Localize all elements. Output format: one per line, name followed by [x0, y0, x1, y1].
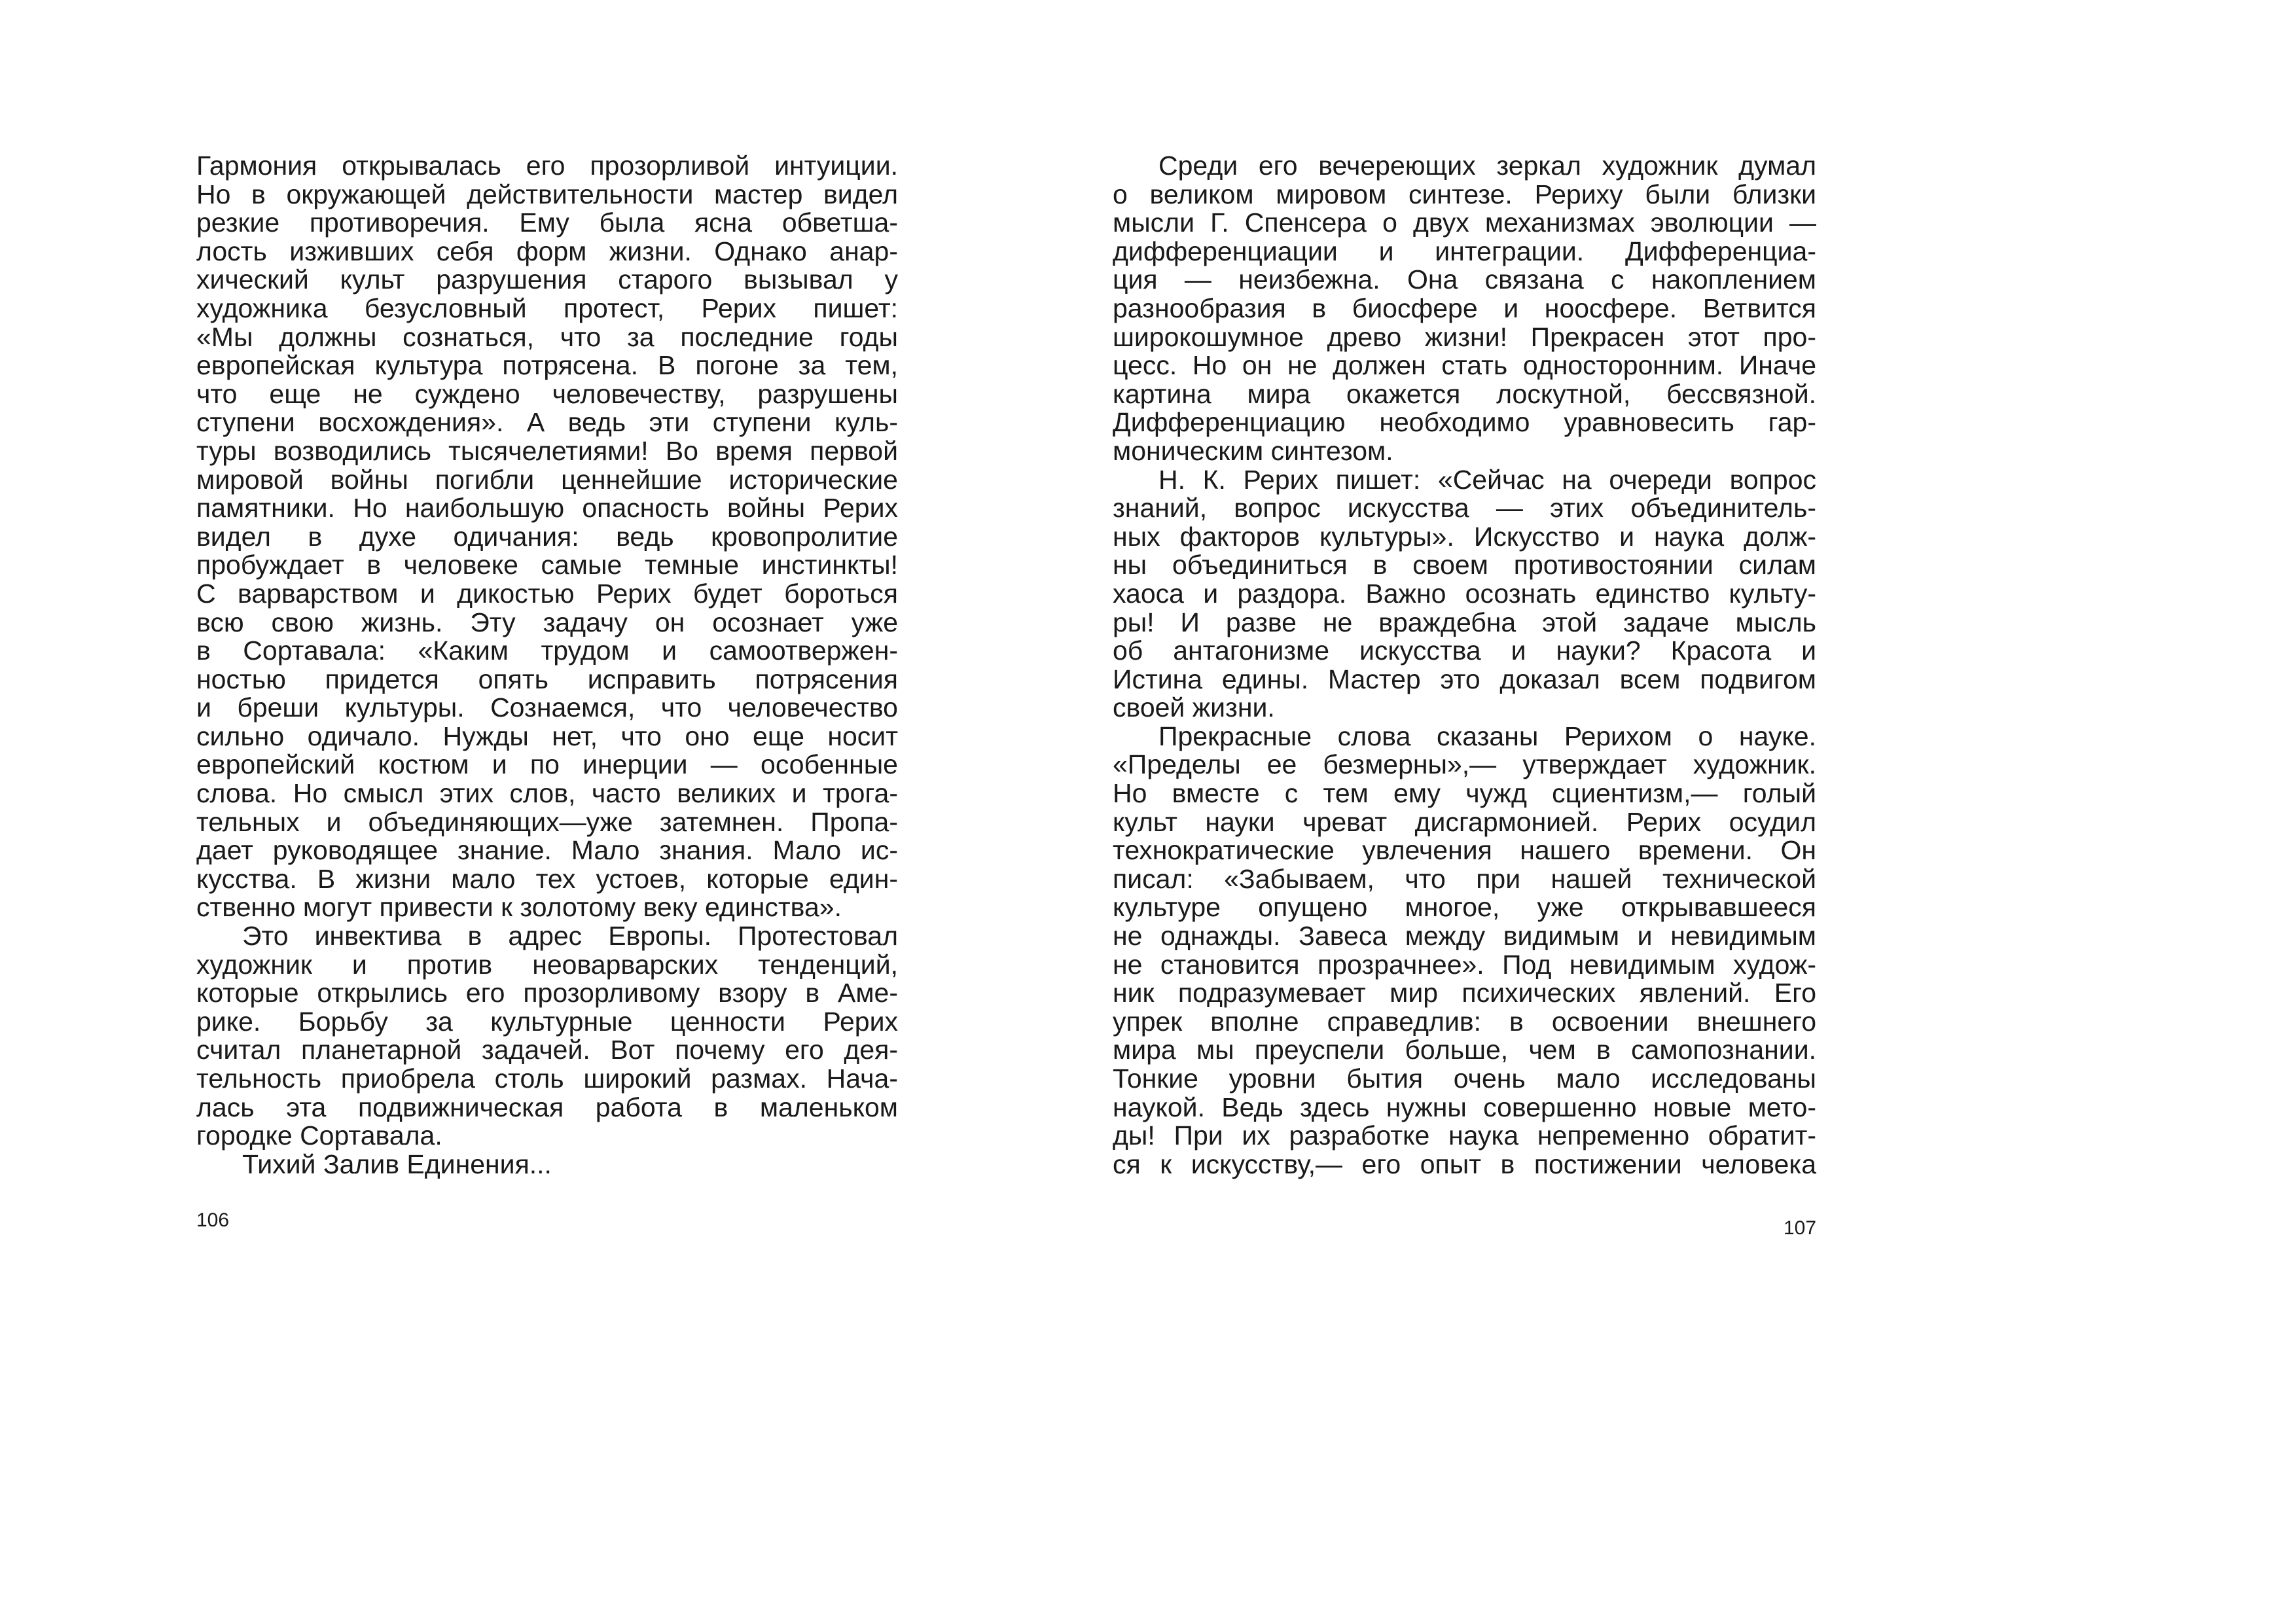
text-line: хаоса и раздора. Важно осознать единство культу- [1113, 578, 1816, 609]
text-line: ся к искусству,— его опыт в постижении человека [1113, 1149, 1816, 1179]
text-line: не становится прозрачнее». Под невидимым худож- [1113, 949, 1816, 980]
text-line: дает руководящее знание. Мало знания. Мало ис- [196, 835, 898, 866]
text-line: культ науки чреват дисгармонией. Рерих осудил [1113, 806, 1816, 837]
text-line: ны объединиться в своем противостоянии силам [1113, 550, 1816, 580]
text-line: Но в окружающей действительности мастер видел [196, 179, 898, 209]
text-line: «Пределы ее безмерны»,— утверждает художник. [1113, 749, 1816, 780]
text-line: С варварством и дикостью Рерих будет бороться [196, 578, 898, 609]
text-line: туры возводились тысячелетиями! Во время первой [196, 435, 898, 466]
text-line: Это инвектива в адрес Европы. Протестовал [242, 921, 898, 952]
text-line: разнообразия в биосфере и ноосфере. Ветвится [1113, 293, 1816, 323]
text-line: картина мира окажется лоскутной, бессвязной. [1113, 378, 1816, 409]
text-line: европейская культура потрясена. В погоне за тем, [196, 350, 898, 381]
text-line: о великом мировом синтезе. Рериху были близки [1113, 179, 1816, 209]
text-line: ступени восхождения». А ведь эти ступени куль- [196, 407, 898, 438]
text-line: рике. Борьбу за культурные ценности Рерих [196, 1006, 898, 1037]
text-line: мира мы преуспели больше, чем в самопознании. [1113, 1035, 1816, 1065]
text-line: хический культ разрушения старого вызывал у [196, 264, 898, 295]
left-page-number: 106 [196, 1209, 230, 1231]
text-line: Н. К. Рерих пишет: «Сейчас на очереди вопрос [1158, 464, 1816, 495]
text-line: моническим синтезом. [1113, 435, 1393, 466]
text-line: ных факторов культуры». Искусство и наука долж- [1113, 521, 1816, 552]
text-line: художника безусловный протест, Рерих пишет: [196, 293, 898, 323]
text-line: цесс. Но он не должен стать односторонним. Иначе [1113, 350, 1816, 381]
text-line: лость изживших себя форм жизни. Однако анар- [196, 236, 898, 266]
text-line: лась эта подвижническая работа в маленьком [196, 1092, 898, 1122]
text-line: технократические увлечения нашего времени. Он [1113, 835, 1816, 866]
text-line: мысли Г. Спенсера о двух механизмах эволюции — [1113, 207, 1816, 238]
text-line: художник и против неоварварских тенденций, [196, 949, 898, 980]
text-line: ры! И разве не враждебна этой задаче мысль [1113, 607, 1816, 637]
text-line: Гармония открывалась его прозорливой интуиции. [196, 151, 898, 181]
text-line: что еще не суждено человечеству, разрушены [196, 378, 898, 409]
right-page-text [1113, 152, 1816, 1179]
text-line: Среди его вечереющих зеркал художник думал [1158, 151, 1816, 181]
text-line: видел в духе одичания: ведь кровопролитие [196, 521, 898, 552]
text-line: своей жизни. [1113, 692, 1275, 723]
text-line: кусства. В жизни мало тех устоев, которые един- [196, 863, 898, 894]
text-line: «Мы должны сознаться, что за последние годы [196, 321, 898, 352]
text-line: Истина едины. Мастер это доказал всем подвигом [1113, 664, 1816, 694]
text-line: Тонкие уровни бытия очень мало исследованы [1113, 1063, 1816, 1094]
text-line: памятники. Но наибольшую опасность войны Рерих [196, 493, 898, 524]
text-line: дифференциации и интеграции. Дифференциа- [1113, 236, 1816, 266]
text-line: наукой. Ведь здесь нужны совершенно новые мето- [1113, 1092, 1816, 1122]
text-line: мировой войны погибли ценнейшие исторические [196, 464, 898, 495]
text-line: ностью придется опять исправить потрясения [196, 664, 898, 694]
text-line: которые открылись его прозорливому взору в Аме- [196, 978, 898, 1008]
text-line: Тихий Залив Единения... [242, 1149, 552, 1179]
text-line: Прекрасные слова сказаны Рерихом о науке. [1158, 721, 1816, 751]
text-line: культуре опущено многое, уже открывавшееся [1113, 892, 1816, 923]
text-line: в Сортавала: «Каким трудом и самоотвержен- [196, 635, 898, 666]
text-line: широкошумное древо жизни! Прекрасен этот про- [1113, 321, 1816, 352]
text-line: ды! При их разработке наука непременно обратит- [1113, 1120, 1816, 1151]
text-line: сильно одичало. Нужды нет, что оно еще носит [196, 721, 898, 751]
left-page-text [196, 152, 898, 1179]
text-line: Дифференциацию необходимо уравновесить гар- [1113, 407, 1816, 438]
text-line: считал планетарной задачей. Вот почему его дея- [196, 1035, 898, 1065]
text-line: резкие противоречия. Ему была ясна обветша- [196, 207, 898, 238]
text-line: Но вместе с тем ему чужд сциентизм,— голый [1113, 778, 1816, 809]
text-line: городке Сортавала. [196, 1120, 442, 1151]
text-line: всю свою жизнь. Эту задачу он осознает уже [196, 607, 898, 637]
text-line: слова. Но смысл этих слов, часто великих и трога- [196, 778, 898, 809]
text-line: пробуждает в человеке самые темные инстинкты! [196, 550, 898, 580]
right-page-number: 107 [1784, 1217, 1817, 1239]
text-line: и бреши культуры. Сознаемся, что человечество [196, 692, 898, 723]
text-line: ственно могут привести к золотому веку единства». [196, 892, 842, 923]
text-line: не однажды. Завеса между видимым и невидимым [1113, 921, 1816, 952]
text-line: ция — неизбежна. Она связана с накоплением [1113, 264, 1816, 295]
text-line: тельных и объединяющих—уже затемнен. Пропа- [196, 806, 898, 837]
text-line: об антагонизме искусства и науки? Красота и [1113, 635, 1816, 666]
text-line: упрек вполне справедлив: в освоении внешнего [1113, 1006, 1816, 1037]
text-line: знаний, вопрос искусства — этих объединитель- [1113, 493, 1816, 524]
text-line: европейский костюм и по инерции — особенные [196, 749, 898, 780]
text-line: тельность приобрела столь широкий размах. Нача- [196, 1063, 898, 1094]
text-line: писал: «Забываем, что при нашей технической [1113, 863, 1816, 894]
text-line: ник подразумевает мир психических явлений. Его [1113, 978, 1816, 1008]
